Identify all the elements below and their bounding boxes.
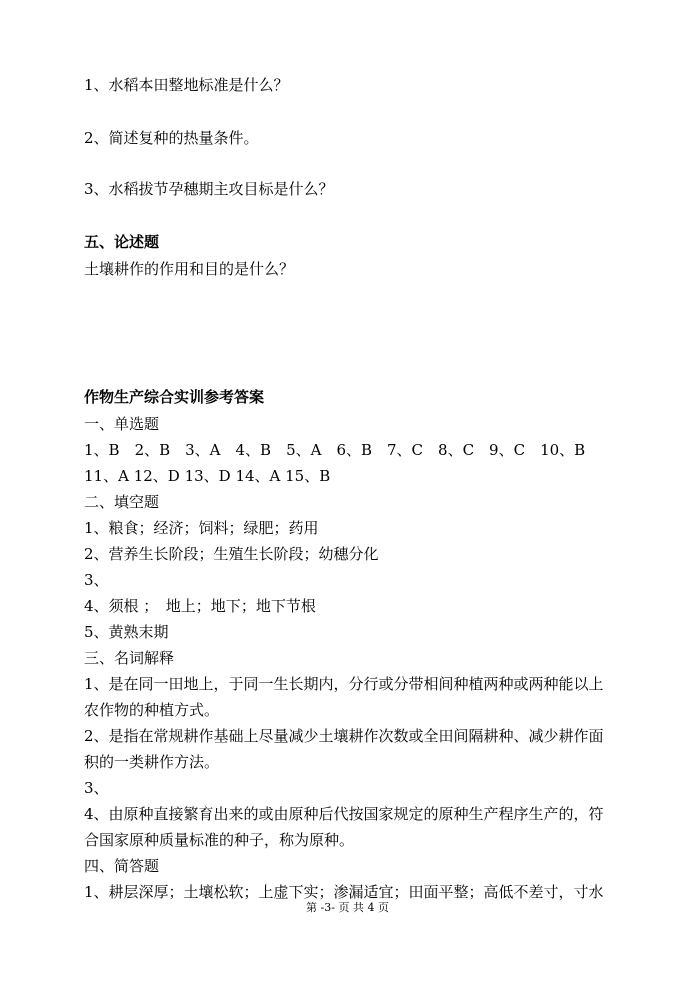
question-1: 1、水稻本田整地标准是什么？	[84, 76, 289, 94]
essay-heading: 五、论述题	[84, 233, 160, 251]
single-choice-line-2: 11、A 12、D 13、D 14、A 15、B	[84, 467, 331, 485]
fill-blank-line-1: 1、粮食；经济；饲料；绿肥；药用	[84, 519, 319, 537]
terms-line-3: 2、是指在常规耕作基础上尽量减少土壤耕作次数或全田间隔耕种、减少耕作面	[84, 727, 604, 745]
terms-line-2: 农作物的种植方式。	[84, 701, 220, 719]
terms-line-5: 3、	[84, 779, 109, 797]
fill-blank-line-4: 4、须根 ； 地上；地下；地下节根	[84, 597, 316, 615]
terms-line-1: 1、是在同一田地上，于同一生长期内，分行或分带相间种植两种或两种能以上	[84, 675, 604, 693]
single-choice-heading: 一、单选题	[84, 415, 160, 433]
fill-blank-line-3: 3、	[84, 571, 109, 589]
fill-blank-line-5: 5、黄熟末期	[84, 623, 169, 641]
short-answer-heading: 四、简答题	[84, 857, 160, 875]
fill-blank-heading: 二、填空题	[84, 493, 160, 511]
terms-line-6: 4、由原种直接繁育出来的或由原种后代按国家规定的原种生产程序生产的，符	[84, 805, 604, 823]
single-choice-line-1: 1、B 2、B 3、A 4、B 5、A 6、B 7、C 8、C 9、C 10、B	[84, 441, 586, 459]
essay-question: 土壤耕作的作用和目的是什么？	[84, 260, 295, 278]
question-2: 2、简述复种的热量条件。	[84, 129, 259, 147]
page-number-footer: 第 -3- 页 共 4 页	[306, 901, 389, 914]
question-3: 3、水稻拔节孕穗期主攻目标是什么？	[84, 180, 334, 198]
fill-blank-line-2: 2、营养生长阶段；生殖生长阶段；幼穗分化	[84, 545, 379, 563]
short-answer-line-1: 1、耕层深厚；土壤松软；上虚下实；渗漏适宜；田面平整；高低不差寸，寸水	[84, 883, 604, 901]
terms-heading: 三、名词解释	[84, 649, 175, 667]
terms-line-7: 合国家原种质量标准的种子，称为原种。	[84, 831, 355, 849]
answers-title: 作物生产综合实训参考答案	[84, 388, 265, 406]
terms-line-4: 积的一类耕作方法。	[84, 753, 220, 771]
